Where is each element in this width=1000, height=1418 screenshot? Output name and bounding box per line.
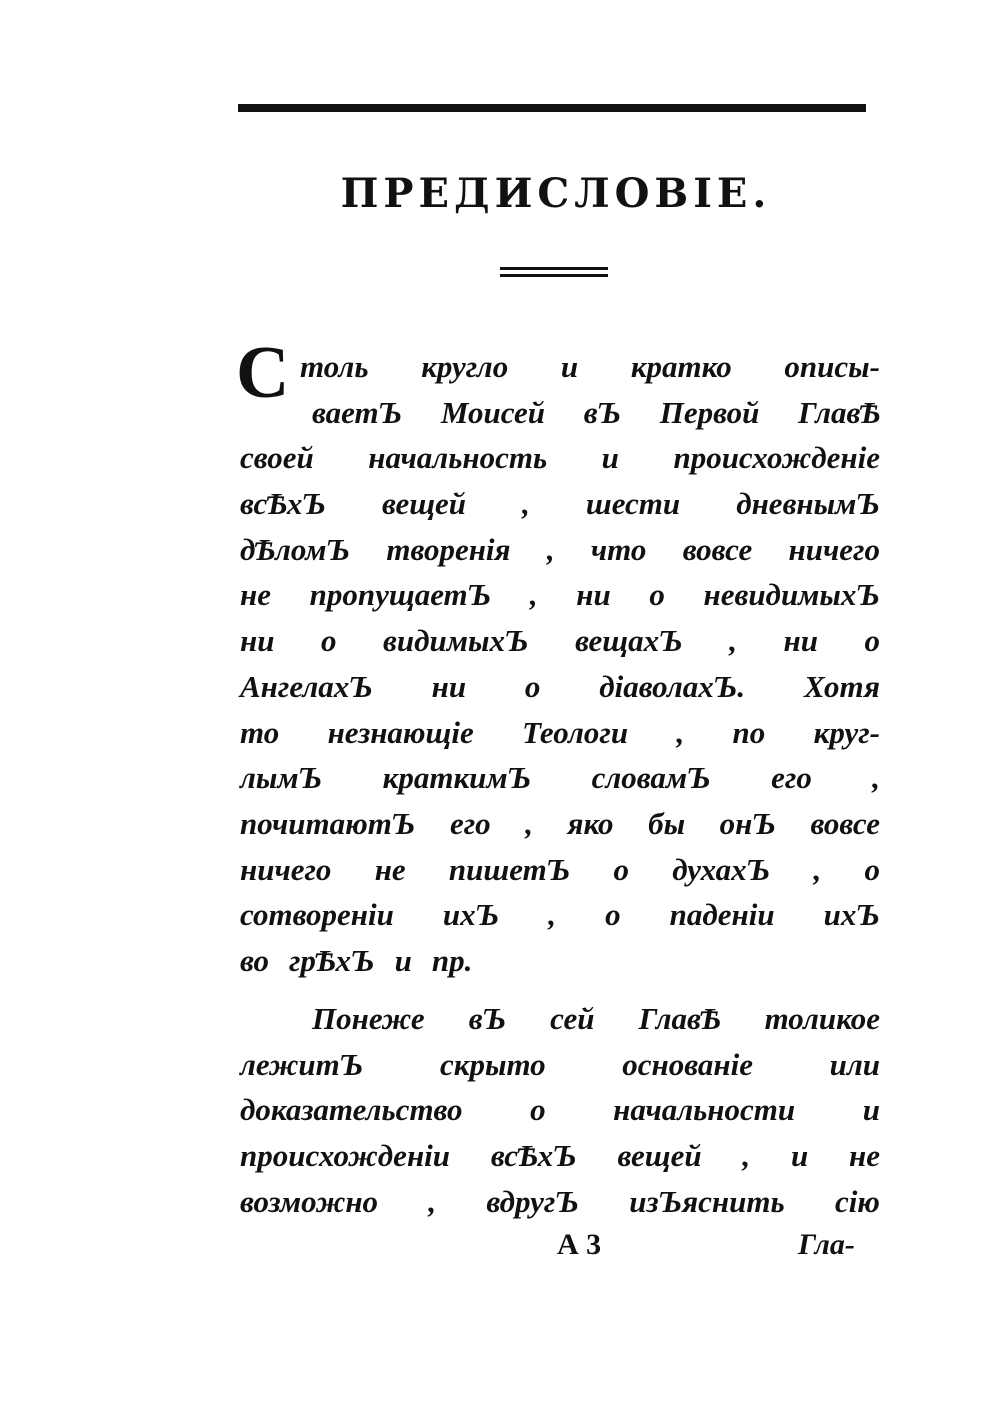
text-line: почитаютЪ его , яко бы онЪ вовсе	[240, 805, 880, 841]
text-line: своей начальность и происхожденіе	[240, 440, 880, 476]
header-rule	[238, 104, 866, 112]
text-line: во грѢхЪ и пр.	[240, 942, 473, 978]
text-line: ваетЪ Моисей вЪ Первой ГлавѢ	[312, 394, 880, 430]
text-line: ничего не пишетЪ о духахЪ , о	[240, 851, 880, 887]
text-line: сотвореніи ихЪ , о паденіи ихЪ	[240, 897, 880, 933]
text-line: не пропущаетЪ , ни о невидимыхЪ	[240, 577, 880, 613]
text-line: толь кругло и кратко описы-	[300, 349, 880, 384]
text-line: то незнающіе Теологи , по круг-	[240, 714, 880, 750]
text-line: дѢломЪ творенія , что вовсе ничего	[240, 531, 880, 567]
text-line: Понеже вЪ сей ГлавѢ толикое	[312, 1001, 880, 1036]
catchword: Гла-	[798, 1228, 855, 1261]
text-line: доказательство о начальности и	[240, 1092, 880, 1128]
text-line: ни о видимыхЪ вещахЪ , ни о	[240, 623, 880, 659]
text-line: лежитЪ скрыто основаніе или	[240, 1046, 880, 1082]
text-line: возможно , вдругЪ изЪяснить сію	[240, 1183, 880, 1219]
paragraph-2	[240, 996, 880, 1224]
text-line: лымЪ краткимЪ словамЪ его ,	[240, 760, 880, 796]
paragraph-1	[240, 344, 880, 984]
page-title: ПРЕДИСЛОВІЕ.	[340, 170, 772, 217]
text-line: происхожденіи всѢхЪ вещей , и не	[240, 1138, 880, 1174]
title-ornament	[500, 267, 608, 285]
text-line: АнгелахЪ ни о діаволахЪ. Хотя	[240, 668, 880, 704]
signature-mark: А 3	[557, 1228, 602, 1261]
text-line: всѢхЪ вещей , шести дневнымЪ	[240, 486, 880, 522]
drop-cap: С	[236, 332, 290, 414]
